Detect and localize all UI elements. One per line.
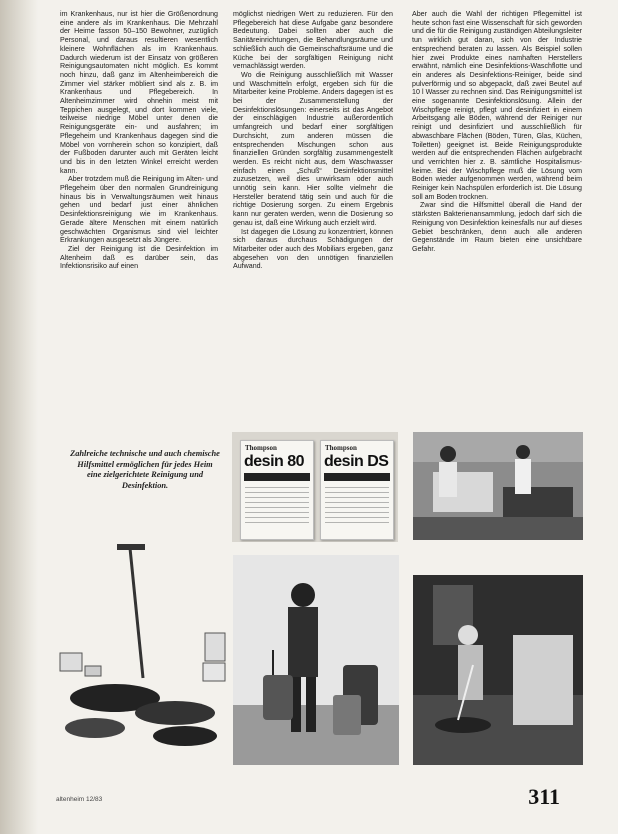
text-column-1 bbox=[60, 10, 218, 430]
cleaning-machines-photo bbox=[55, 538, 228, 750]
paragraph: Aber auch die Wahl der richtigen Pflegemittel ist heute schon fast eine Wissenschaft für sich geworden und die für die Reinigung zuständigen Abteilungsleiter tun wirklich gut daran, sich von der Industrie entsprechend beraten zu lassen. Als Beispiel sollen hier zwei Produkte eines namhaften Herstellers erwähnt, nämlich eine Desinfektions-Waschflotte und ein anderes als Desinfektions-Reiniger, beide sind pulverförmig und so abgepackt, daß zwei Beutel auf 10 l Wasser zu rechnen sind. Das Reinigungsmittel ist eine sogenannte Desinfektionslösung. Allein der Wischpflege reinigt, pflegt und desinfiziert in einem Arbeitsgang alle Böden, während der Reiniger nur reinigt und desinfiziert und ausschließlich für abwaschbare Flächen (Böden, Türen, Glas, Küchen, Toiletten) geeignet ist. Beide Reinigungsprodukte werden auf die entsprechenden Flächen aufgebracht und verrichten hier z. B. sämtliche Hospitalismus-keime. Bei der Wischpflege muß die Lösung vom Boden wieder aufgenommen werden, während beim Reiniger kein Nachspülen erforderlich ist. Die Lösung soll am Boden trocknen. bbox=[412, 10, 582, 201]
paragraph: im Krankenhaus, nur ist hier die Größenordnung eine andere als im Krankenhaus. Die Mehrzahl der Heime fasson 50–150 Bewohner, zuzüglich Personal, und daraus resultieren wesentlich kleinere Wohnflächen als im Krankenhaus. Dadurch wiederum ist der Einsatz von größeren Reinigungsautomaten nicht möglich. Es kommt noch hinzu, daß ganz im Altenheimbereich die Zimmer viel stärker möbliert sind als z. B. im Krankenhaus und Pflegebereich. In Altenheimzimmer wird ohnehin meist mit Teppichen ausgelegt, und dort kommen viele, teilweise niedrige Möbel unter denen die Reinigungsgeräte ein- und ausfahren; im Pflegeheim und Krankenhaus dagegen sind die Möbel von vornherein schon so konzipiert, daß der Fußboden darunter auch mit Geräten leicht und bis in den letzten Winkel erreicht werden kann. bbox=[60, 10, 218, 175]
product-packs-photo bbox=[232, 432, 398, 542]
pack-product-name: desin DS bbox=[324, 453, 389, 470]
pack-text-lines bbox=[325, 487, 389, 527]
pack-brand: Thompson bbox=[245, 444, 277, 452]
pack-brand: Thompson bbox=[325, 444, 357, 452]
floor-scrubbing-illustration bbox=[413, 575, 583, 765]
paragraph: Ist dagegen die Lösung zu konzentriert, können sich daraus durchaus Schädigungen der Mitarbeiter oder auch des Mobiliars ergeben, ganz abgesehen von den unnötigen finanziellen Aufwand. bbox=[233, 227, 393, 271]
page-spine-shadow bbox=[0, 0, 38, 834]
product-pack-desin-ds bbox=[320, 440, 394, 540]
pack-stripe bbox=[244, 473, 310, 481]
paragraph: Aber trotzdem muß die Reinigung im Alten- und Pflegeheim über den normalen Grundreinigung hinaus bis in Verwaltungsräumen weit hinaus gehen und bedarf just einer ähnlichen Desinfektionsreinigung wie im Krankenhaus. Gerade ältere Menschen mit einem natürlich geschwächten Organismus sind viel leichter Erkrankungen ausgesetzt als Jüngere. bbox=[60, 175, 218, 245]
page-number: 311 bbox=[528, 784, 560, 809]
vacuum-demo-illustration bbox=[233, 555, 399, 765]
text-column-3 bbox=[412, 10, 582, 430]
paragraph: Ziel der Reinigung ist die Desinfektion im Altenheim daß es darüber sein, das Infektionsrisiko auf einen bbox=[60, 244, 218, 271]
footer-journal-issue: altenheim 12/83 bbox=[56, 796, 103, 803]
image-caption: Zahlreiche technische und auch chemische Hilfsmittel ermöglichen für jedes Heim eine zielgerichtete Reinigung und Desinfektion. bbox=[70, 449, 220, 490]
product-pack-desin-80 bbox=[240, 440, 314, 540]
cleaning-room-photo bbox=[413, 432, 583, 540]
pack-text-lines bbox=[245, 487, 309, 527]
paragraph: möglichst niedrigen Wert zu reduzieren. Für den Pflegebereich hat diese Aufgabe ganz besondere Bedeutung. Dabei sollten aber auch die Sanitäreinrichtungen, die Behandlungsräume und schließlich auch die Gemeinschaftsräume und die Küche bei der sorgfältigen Reinigung nicht vernachlässigt werden. bbox=[233, 10, 393, 71]
text-column-2 bbox=[233, 10, 393, 430]
cleaning-room-illustration bbox=[413, 432, 583, 540]
vacuum-cleaners-photo bbox=[233, 555, 399, 765]
pack-stripe bbox=[324, 473, 390, 481]
pack-product-name: desin 80 bbox=[244, 453, 305, 470]
floor-scrubbing-photo bbox=[413, 575, 583, 765]
floor-machines-illustration bbox=[55, 538, 228, 750]
paragraph: Wo die Reinigung ausschließlich mit Wasser und Waschmitteln erfolgt, ergeben sich für die Mitarbeiter keine Probleme. Anders dagegen ist es bei der Zusammenstellung der Desinfektionslösungen: einerseits ist das Angebot der einschlägigen Industrie außerordentlich umfangreich und bedarf einer sorgfältigen Durchsicht, zum anderen müssen die entsprechenden Mischungen schon aus finanziellen Gründen sorgfältig zusammengestellt werden. Es reicht nicht aus, dem Waschwasser einfach einen „Schuß“ Desinfektionsmittel zuzusetzen, weil dies unwirksam oder auch unnötig sein kann. Hier sollte vielmehr die Hersteller beratend tätig sein und auch für die richtige Dosierung sorgen. Zu einem Ergebnis kann nur geraten werden, wenn die Dosierung so genau ist, daß eine Wirkung auch erzielt wird. bbox=[233, 70, 393, 227]
paragraph: Zwar sind die Hilfsmittel überall die Hand der stärksten Bakterienansammlung, jedoch darf sich die Reinigung von Desinfektion keinesfalls nur auf dieses Gebiet beschränken, denn auch alle anderen Gegenstände im Raum bieten eine unsichtbare Gefahr. bbox=[412, 201, 582, 253]
